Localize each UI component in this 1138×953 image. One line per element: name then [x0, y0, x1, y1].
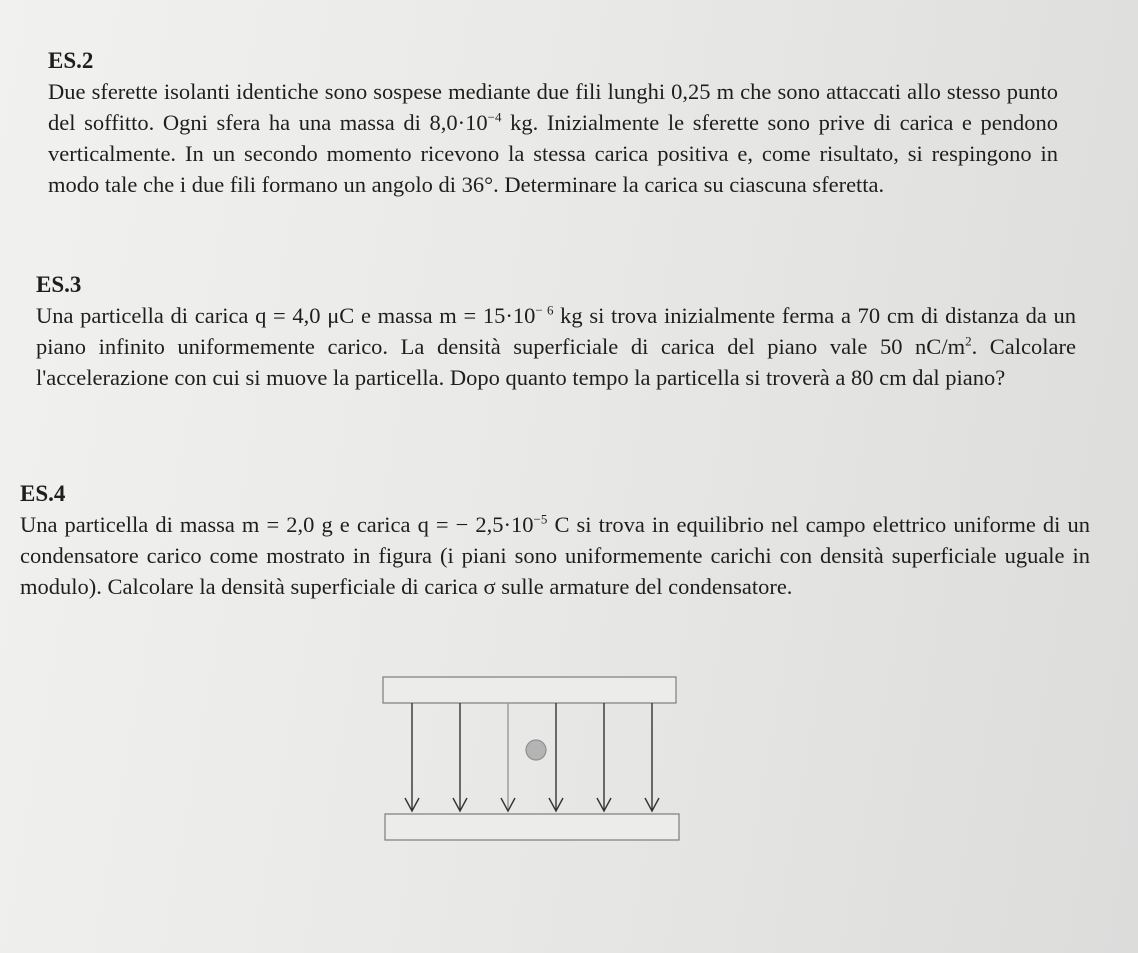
- capacitor-figure: [380, 672, 690, 852]
- exercise-3-title: ES.3: [36, 272, 82, 297]
- exercise-2: [48, 48, 1058, 200]
- bottom-plate: [385, 814, 679, 840]
- exercise-3: [36, 272, 1076, 393]
- exercise-2-text: Due sferette isolanti identiche sono sospese mediante due fili lunghi 0,25 m che sono attaccati allo stesso punto del soffitto. Ogni sfera ha una massa di $8,0\cdot 10^{-4}$ kg. Inizialmente le sferette sono prive di carica e pendono verticalmente. In un secondo momento ricevono la stessa carica positiva e, come risultato, si respingono in modo tale che i due fili formano un angolo di 36°. Determinare la carica su ciascuna sferetta.: [48, 79, 1058, 197]
- exercise-4-title: ES.4: [20, 481, 66, 506]
- capacitor-diagram: [380, 672, 690, 847]
- exercise-3-text: Una particella di carica q = 4,0 μC e massa $m = 15\cdot 10^{- 6}$ kg si trova inizialmente ferma a 70 cm di distanza da un piano infinito uniformemente carico. La densità superficiale di carica del piano vale 50 $nC/m^2$. Calcolare l'accelerazione con cui si muove la particella. Dopo quanto tempo la particella si troverà a 80 cm dal piano?: [36, 302, 1076, 390]
- exercise-4-text: Una particella di massa m = 2,0 g e carica q = − $2,5\cdot 10^{-5}$ C si trova in equilibrio nel campo elettrico uniforme di un condensatore carico come mostrato in figura (i piani sono uniformemente carichi con densità superficiale uguale in modulo). Calcolare la densità superficiale di carica σ sulle armature del condensatore.: [20, 511, 1090, 599]
- exercise-4: [20, 481, 1090, 602]
- exercise-2-title: ES.2: [48, 48, 94, 73]
- top-plate: [383, 677, 676, 703]
- charged-particle: [526, 740, 546, 760]
